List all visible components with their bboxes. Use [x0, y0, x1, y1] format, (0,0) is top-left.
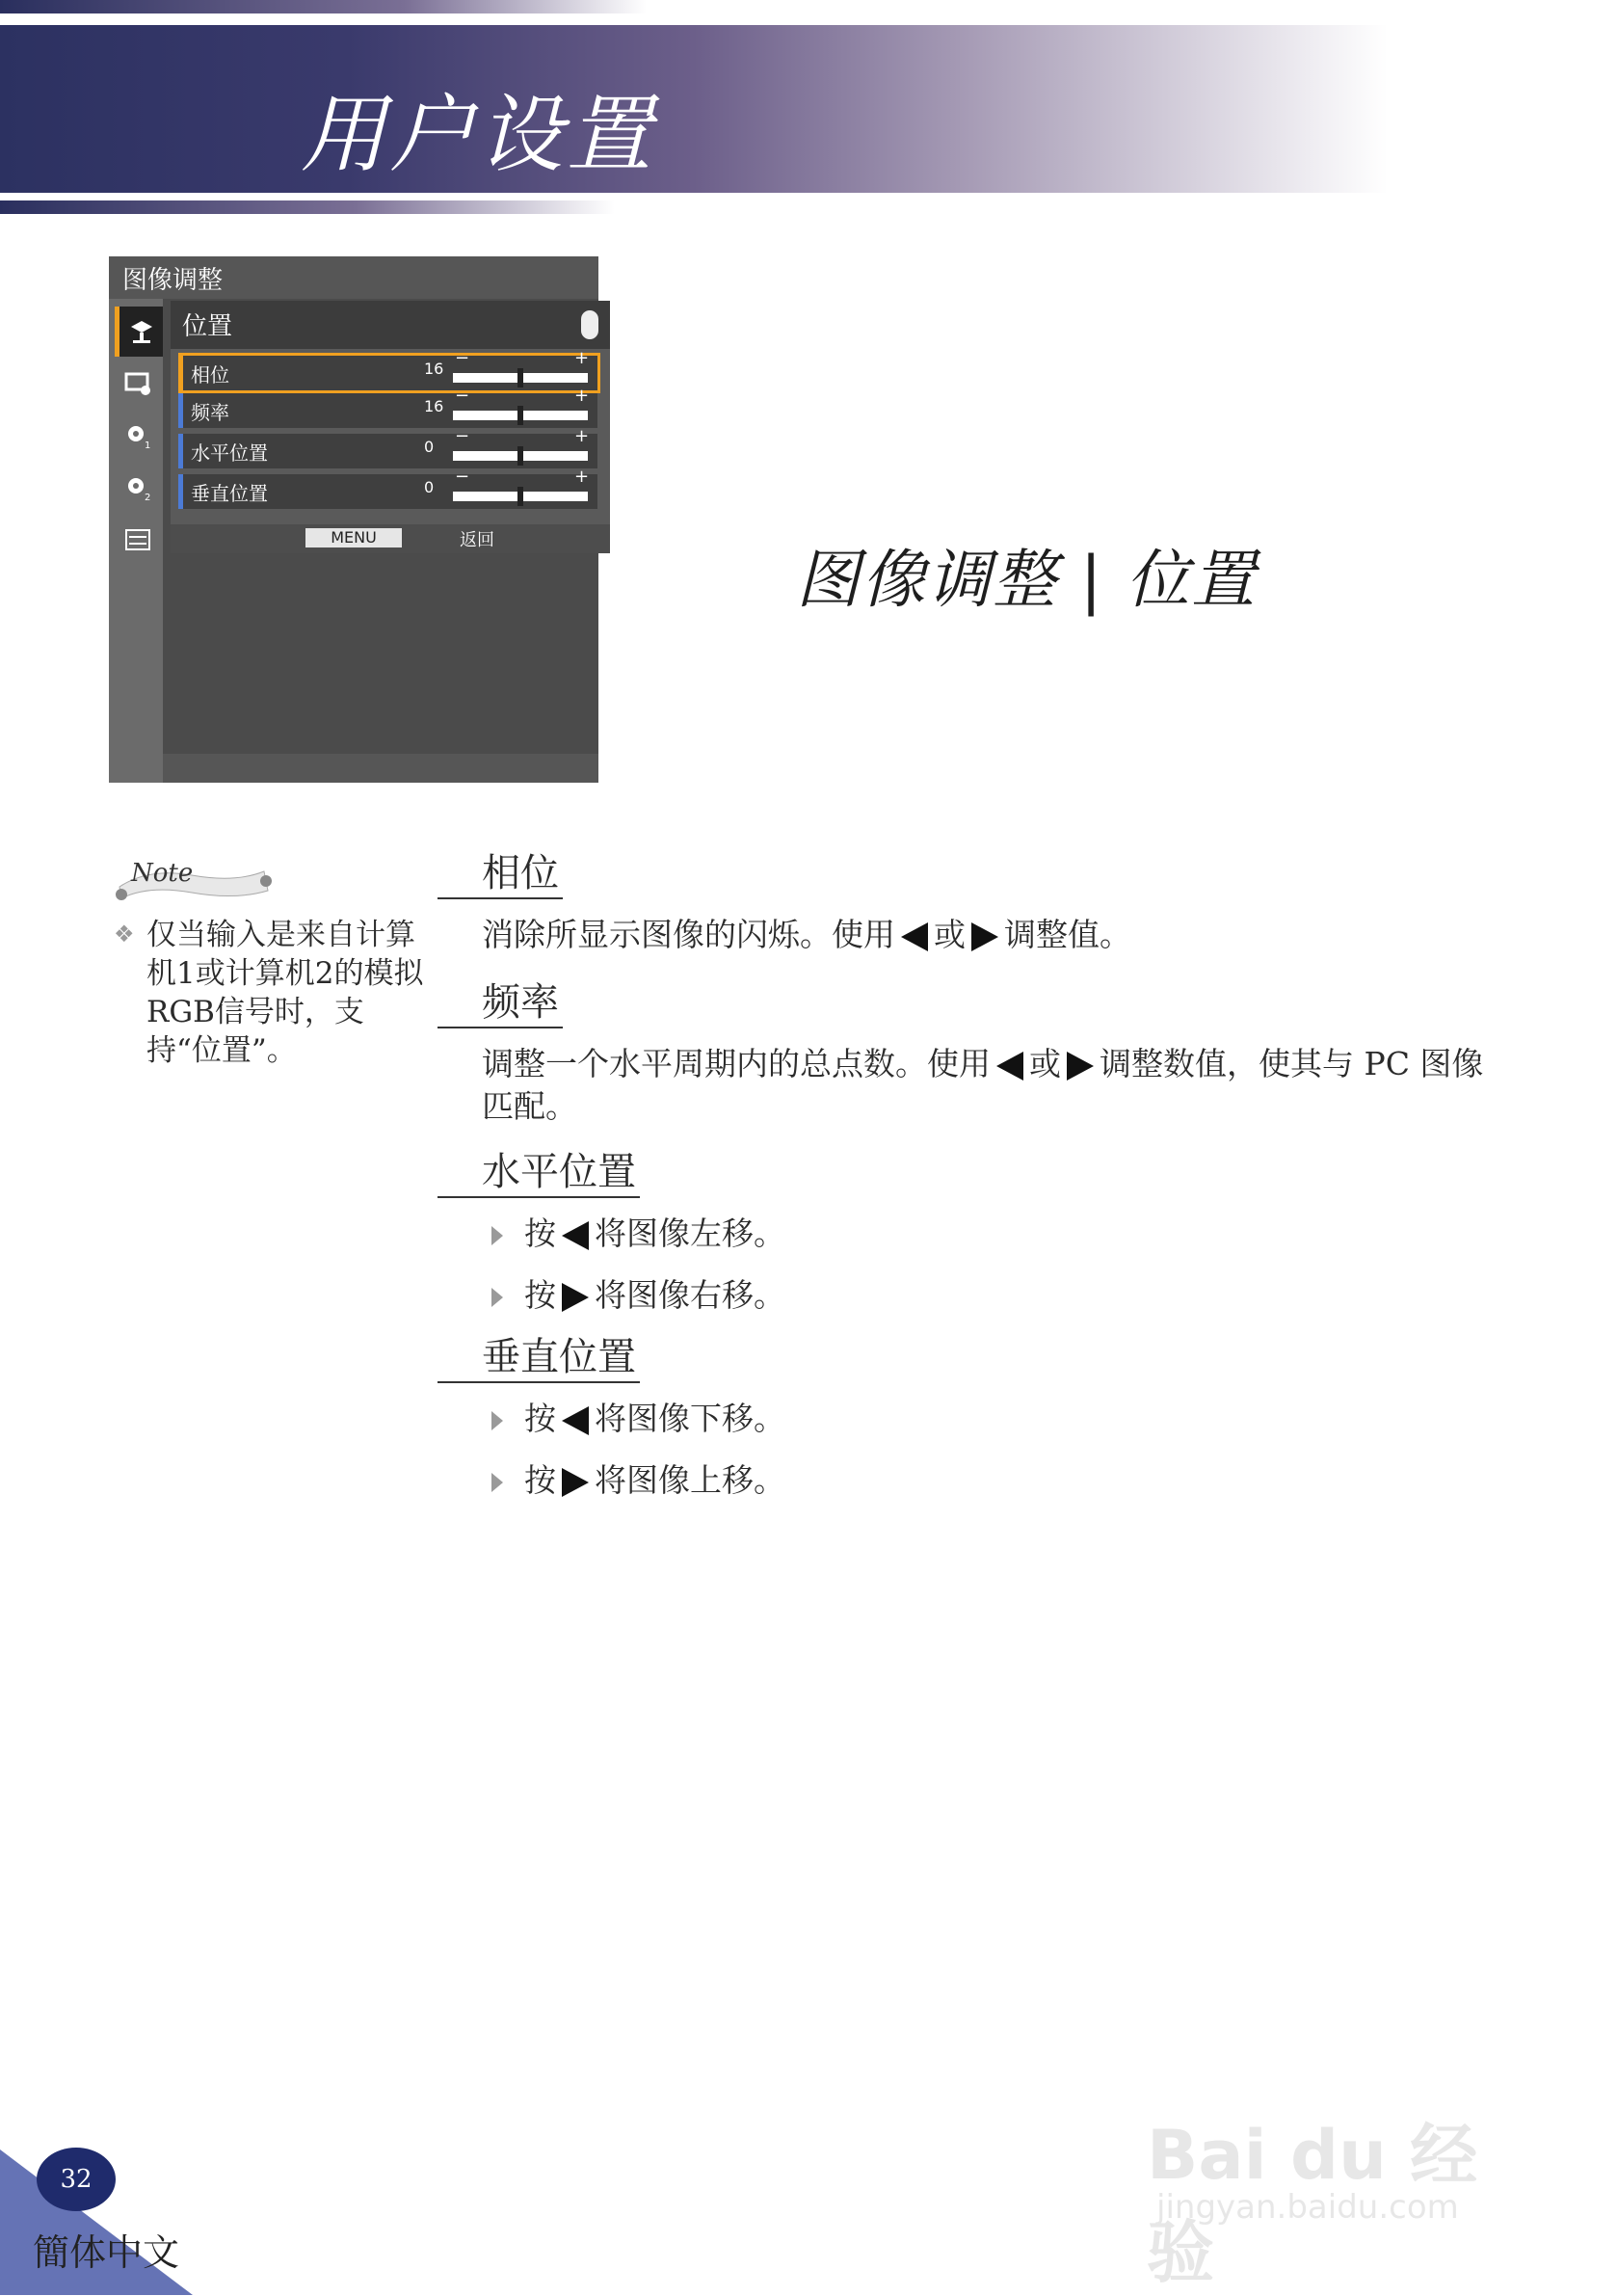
bullet-text-a: 按 [524, 1400, 556, 1437]
plus-icon: + [574, 348, 590, 368]
slider-knob[interactable] [517, 487, 523, 506]
heading-frequency: 频率 [437, 972, 563, 1028]
right-arrow-icon [562, 1283, 589, 1312]
osd-row-label: 水平位置 [191, 441, 268, 465]
scroll-indicator-icon[interactable] [581, 310, 598, 339]
frequency-text-b: 或 [1029, 1045, 1061, 1082]
h-position-bullet-1 [491, 1209, 785, 1254]
bullet-text-a: 按 [524, 1461, 556, 1499]
bullet-text-b: 将图像左移。 [595, 1215, 785, 1252]
page-title: 用户设置 [301, 85, 656, 184]
osd-row-h-position[interactable] [178, 426, 597, 468]
plus-icon: + [574, 386, 590, 406]
left-arrow-icon [901, 922, 928, 951]
osd-slider[interactable] [453, 411, 588, 420]
osd-row-value: 16 [424, 360, 444, 378]
phase-text-b: 或 [934, 916, 966, 953]
left-arrow-icon [562, 1406, 589, 1435]
osd-row-frequency[interactable] [178, 386, 597, 428]
watermark-main: Bai du 经验 [1147, 2116, 1478, 2292]
heading-v-position: 垂直位置 [437, 1326, 640, 1383]
osd-row-value: 16 [424, 397, 444, 415]
slider-knob[interactable] [517, 368, 523, 387]
header-underline-strip [0, 200, 1617, 214]
phase-text-a: 消除所显示图像的闪烁。使用 [482, 916, 895, 953]
bullet-text-b: 将图像右移。 [595, 1276, 785, 1314]
back-label[interactable]: 返回 [460, 530, 494, 550]
top-decor-strip [0, 0, 1617, 13]
h-position-bullet-2 [491, 1270, 785, 1316]
osd-slider[interactable] [453, 492, 588, 501]
bullet-text-a: 按 [524, 1276, 556, 1314]
osd-row-phase[interactable] [178, 348, 600, 393]
osd-row-value: 0 [424, 478, 435, 496]
plus-icon: + [574, 467, 590, 487]
phase-text-c: 调整值。 [1004, 916, 1131, 953]
svg-text:1: 1 [145, 441, 151, 450]
watermark-sub: jingyan.baidu.com [1156, 2188, 1459, 2227]
page-number: 32 [37, 2148, 116, 2211]
minus-icon: − [455, 386, 470, 406]
right-arrow-icon [971, 922, 998, 951]
bullet-text-b: 将图像上移。 [595, 1461, 785, 1499]
v-position-bullet-1 [491, 1394, 785, 1439]
v-position-bullet-2 [491, 1455, 785, 1501]
osd-slider[interactable] [453, 373, 588, 383]
heading-phase: 相位 [437, 842, 563, 899]
osd-row-label: 频率 [191, 401, 229, 424]
minus-icon: − [455, 348, 470, 368]
phase-description [482, 914, 1503, 956]
header-banner [0, 25, 1388, 193]
osd-footer [171, 524, 610, 553]
osd-submenu-title: 位置 [182, 312, 233, 341]
svg-text:2: 2 [145, 493, 151, 502]
frequency-description [482, 1043, 1503, 1128]
osd-menu-title: 图像调整 [122, 266, 224, 295]
note-bullet-icon: ❖ [114, 921, 135, 948]
minus-icon: − [455, 426, 470, 446]
menu-button[interactable]: MENU [305, 528, 402, 547]
osd-row-value: 0 [424, 438, 435, 456]
left-arrow-icon [562, 1221, 589, 1250]
osd-row-v-position[interactable] [178, 467, 597, 509]
heading-h-position: 水平位置 [437, 1141, 640, 1198]
frequency-text-c: 调整数值，使其与 PC 图像匹配。 [482, 1045, 1484, 1125]
osd-submenu-header [171, 301, 610, 349]
osd-row-panel [171, 349, 610, 524]
bullet-text-a: 按 [524, 1215, 556, 1252]
note-text: 仅当输入是来自计算机1或计算机2的模拟RGB信号时，支持“位置”。 [146, 918, 424, 1068]
right-arrow-icon [1067, 1052, 1094, 1081]
slider-knob[interactable] [517, 406, 523, 425]
minus-icon: − [455, 467, 470, 487]
osd-row-label: 相位 [191, 363, 229, 387]
note-scroll-icon [110, 848, 274, 906]
slider-knob[interactable] [517, 446, 523, 466]
frequency-text-a: 调整一个水平周期内的总点数。使用 [482, 1045, 991, 1082]
note-label: Note [131, 859, 194, 888]
right-arrow-icon [562, 1468, 589, 1497]
osd-slider[interactable] [453, 451, 588, 461]
bullet-icon [491, 1473, 503, 1492]
osd-submenu [109, 256, 610, 565]
bullet-icon [491, 1226, 503, 1245]
bullet-icon [491, 1411, 503, 1430]
plus-icon: + [574, 426, 590, 446]
section-title: 图像调整 | 位置 [796, 543, 1258, 617]
bullet-icon [491, 1288, 503, 1307]
left-arrow-icon [996, 1052, 1023, 1081]
language-label: 簡体中文 [33, 2231, 180, 2274]
bullet-text-b: 将图像下移。 [595, 1400, 785, 1437]
baidu-watermark [1147, 2063, 1532, 2292]
osd-row-label: 垂直位置 [191, 482, 268, 505]
